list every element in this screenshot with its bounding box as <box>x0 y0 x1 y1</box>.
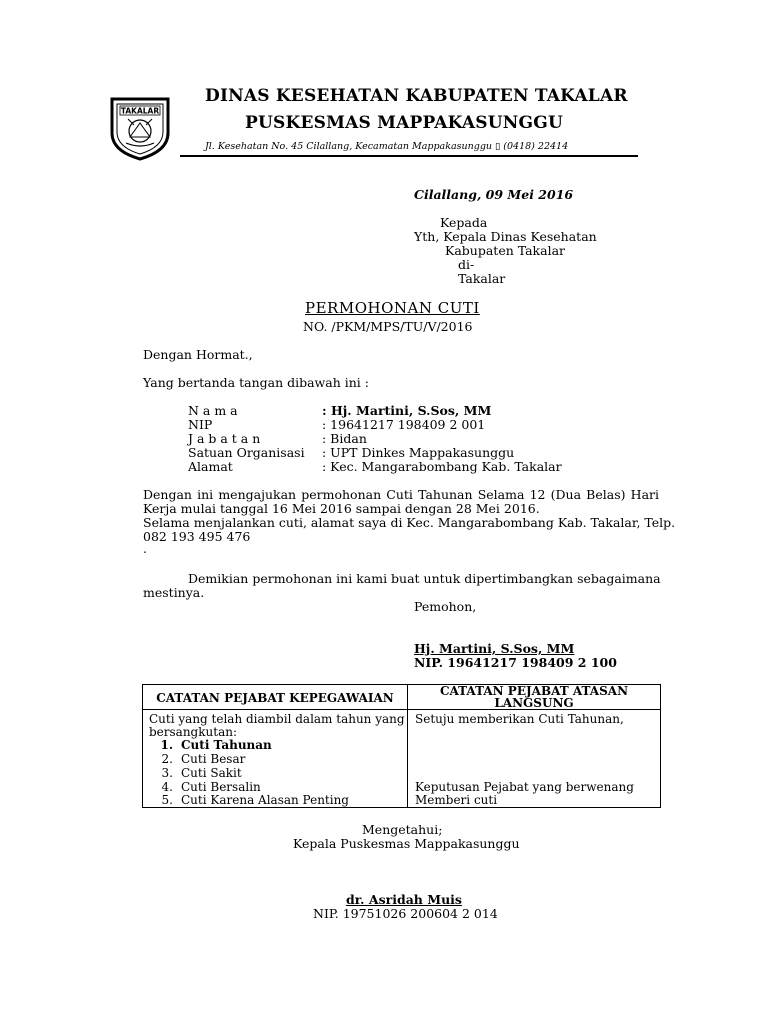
takalar-logo-icon <box>106 93 174 161</box>
approver-nip: NIP. 19751026 200604 2 014 <box>313 906 498 921</box>
body-p2-line2: mestinya. <box>143 585 205 600</box>
body-p1-line3: Selama menjalankan cuti, alamat saya di Kec. Mangarabombang Kab. Takalar, Telp. <box>143 515 676 530</box>
letter-date: Cilallang, 09 Mei 2016 <box>414 187 574 202</box>
recipient-di: di- <box>458 257 475 272</box>
intro-text: Yang bertanda tangan dibawah ini : <box>143 375 369 390</box>
body-p1-line2: Kerja mulai tanggal 16 Mei 2016 sampai dengan 28 Mei 2016. <box>143 501 540 516</box>
body-p1-line4: 082 193 495 476 <box>143 529 251 544</box>
applicant-nip: NIP. 19641217 198409 2 100 <box>414 655 617 670</box>
field-label-jabatan: J a b a t a n <box>188 431 261 446</box>
field-label-satuan: Satuan Organisasi <box>188 445 305 460</box>
body-p1-line1: Dengan ini mengajukan permohonan Cuti Tahunan Selama 12 (Dua Belas) Hari <box>143 487 659 502</box>
recipient-kepada: Kepada <box>440 215 488 230</box>
field-value-satuan: : UPT Dinkes Mappakasunggu <box>322 445 515 460</box>
letterhead-divider <box>180 155 638 157</box>
notes-table <box>142 684 661 808</box>
field-value-jabatan: : Bidan <box>322 431 367 446</box>
field-label-nip: NIP <box>188 417 213 432</box>
approval-label: Mengetahui; <box>362 822 443 837</box>
letter-title: PERMOHONAN CUTI <box>305 299 480 317</box>
table-header-right-2: LANGSUNG <box>494 696 574 710</box>
approver-name: dr. Asridah Muis <box>346 892 462 907</box>
approval-title: Kepala Puskesmas Mappakasunggu <box>293 836 520 851</box>
recipient-line1: Yth, Kepala Dinas Kesehatan <box>414 229 597 244</box>
field-label-nama: N a m a <box>188 403 238 418</box>
field-value-nip: : 19641217 198409 2 001 <box>322 417 486 432</box>
table-right-approval: Setuju memberikan Cuti Tahunan, <box>415 712 624 726</box>
table-left-intro-2: bersangkutan: <box>149 725 237 739</box>
table-header-left: CATATAN PEJABAT KEPEGAWAIAN <box>156 691 394 705</box>
letterhead-address: Jl. Kesehatan No. 45 Cilallang, Kecamatan Mappakasunggu ▯ (0418) 22414 <box>205 141 569 152</box>
field-label-alamat: Alamat <box>188 459 233 474</box>
logo-text: TAKALAR <box>120 106 160 116</box>
field-value-alamat: : Kec. Mangarabombang Kab. Takalar <box>322 459 562 474</box>
letter-number: NO. /PKM/MPS/TU/V/2016 <box>303 319 473 334</box>
recipient-place: Takalar <box>458 271 506 286</box>
leave-item: 2. Cuti Besar <box>161 752 246 766</box>
body-p2-line1: Demikian permohonan ini kami buat untuk dipertimbangkan sebagaimana <box>188 571 661 586</box>
letterhead-puskesmas: PUSKESMAS MAPPAKASUNGGU <box>245 113 564 133</box>
letterhead-agency: DINAS KESEHATAN KABUPATEN TAKALAR <box>205 86 628 106</box>
field-value-nama: : Hj. Martini, S.Sos, MM <box>322 403 492 418</box>
table-right-decision-2: Memberi cuti <box>415 793 498 807</box>
applicant-label: Pemohon, <box>414 599 477 614</box>
leave-item: 4. Cuti Bersalin <box>161 780 261 794</box>
table-right-decision-1: Keputusan Pejabat yang berwenang <box>415 780 634 794</box>
leave-item: 1. Cuti Tahunan <box>160 738 272 752</box>
body-p1-line5: . <box>143 541 147 556</box>
leave-item: 5. Cuti Karena Alasan Penting <box>161 793 349 807</box>
recipient-line2: Kabupaten Takalar <box>445 243 566 258</box>
greeting: Dengan Hormat., <box>143 347 253 362</box>
leave-item: 3. Cuti Sakit <box>161 766 242 780</box>
table-header-right-1: CATATAN PEJABAT ATASAN <box>439 684 629 698</box>
applicant-name: Hj. Martini, S.Sos, MM <box>414 641 575 656</box>
table-left-intro-1: Cuti yang telah diambil dalam tahun yang <box>149 712 405 726</box>
